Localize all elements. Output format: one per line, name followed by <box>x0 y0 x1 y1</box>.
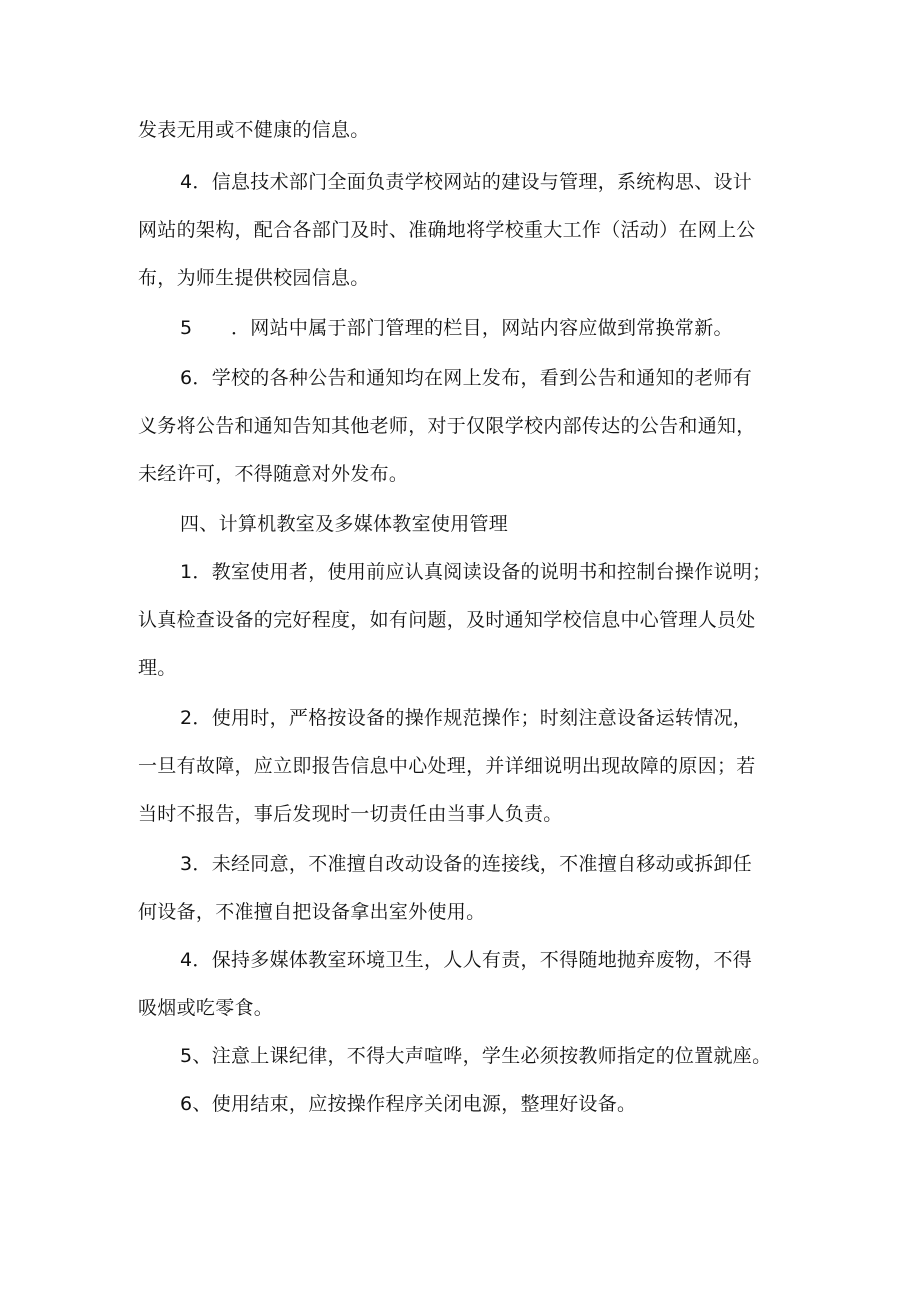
text-line: 当时不报告，事后发现时一切责任由当事人负责。 <box>138 803 563 825</box>
text-line: 6．学校的各种公告和通知均在网上发布，看到公告和通知的老师有 <box>180 367 753 389</box>
text-line: 2．使用时，严格按设备的操作规范操作；时刻注意设备运转情况， <box>180 707 753 729</box>
section-heading: 四、计算机教室及多媒体教室使用管理 <box>180 513 509 535</box>
text-line: 义务将公告和通知告知其他老师，对于仅限学校内部传达的公告和通知， <box>138 415 756 437</box>
text-line: 3．未经同意，不准擅自改动设备的连接线，不准擅自移动或拆卸任 <box>180 853 753 875</box>
text-line: 理。 <box>138 657 177 679</box>
text-line: 吸烟或吃零食。 <box>138 997 274 1019</box>
text-line: 6、使用结束，应按操作程序关闭电源，整理好设备。 <box>180 1093 637 1115</box>
text-line: 一旦有故障，应立即报告信息中心处理，并详细说明出现故障的原因；若 <box>138 755 756 777</box>
text-line: 5、注意上课纪律，不得大声喧哗，学生必须按教师指定的位置就座。 <box>180 1045 772 1067</box>
text-line: 1．教室使用者，使用前应认真阅读设备的说明书和控制台操作说明； <box>180 561 772 583</box>
text-line: 4．保持多媒体教室环境卫生，人人有责，不得随地抛弃废物，不得 <box>180 949 753 971</box>
text-line: 未经许可，不得随意对外发布。 <box>138 463 409 485</box>
text-line: 5 ．网站中属于部门管理的栏目，网站内容应做到常换常新。 <box>180 317 733 339</box>
text-line: 布，为师生提供校园信息。 <box>138 267 370 289</box>
text-line: 网站的架构，配合各部门及时、准确地将学校重大工作（活动）在网上公 <box>138 219 756 241</box>
text-line: 发表无用或不健康的信息。 <box>138 119 370 141</box>
text-line: 何设备，不准擅自把设备拿出室外使用。 <box>138 901 486 923</box>
text-line: 认真检查设备的完好程度，如有问题，及时通知学校信息中心管理人员处 <box>138 609 756 631</box>
text-line: 4．信息技术部门全面负责学校网站的建设与管理，系统构思、设计 <box>180 171 753 193</box>
